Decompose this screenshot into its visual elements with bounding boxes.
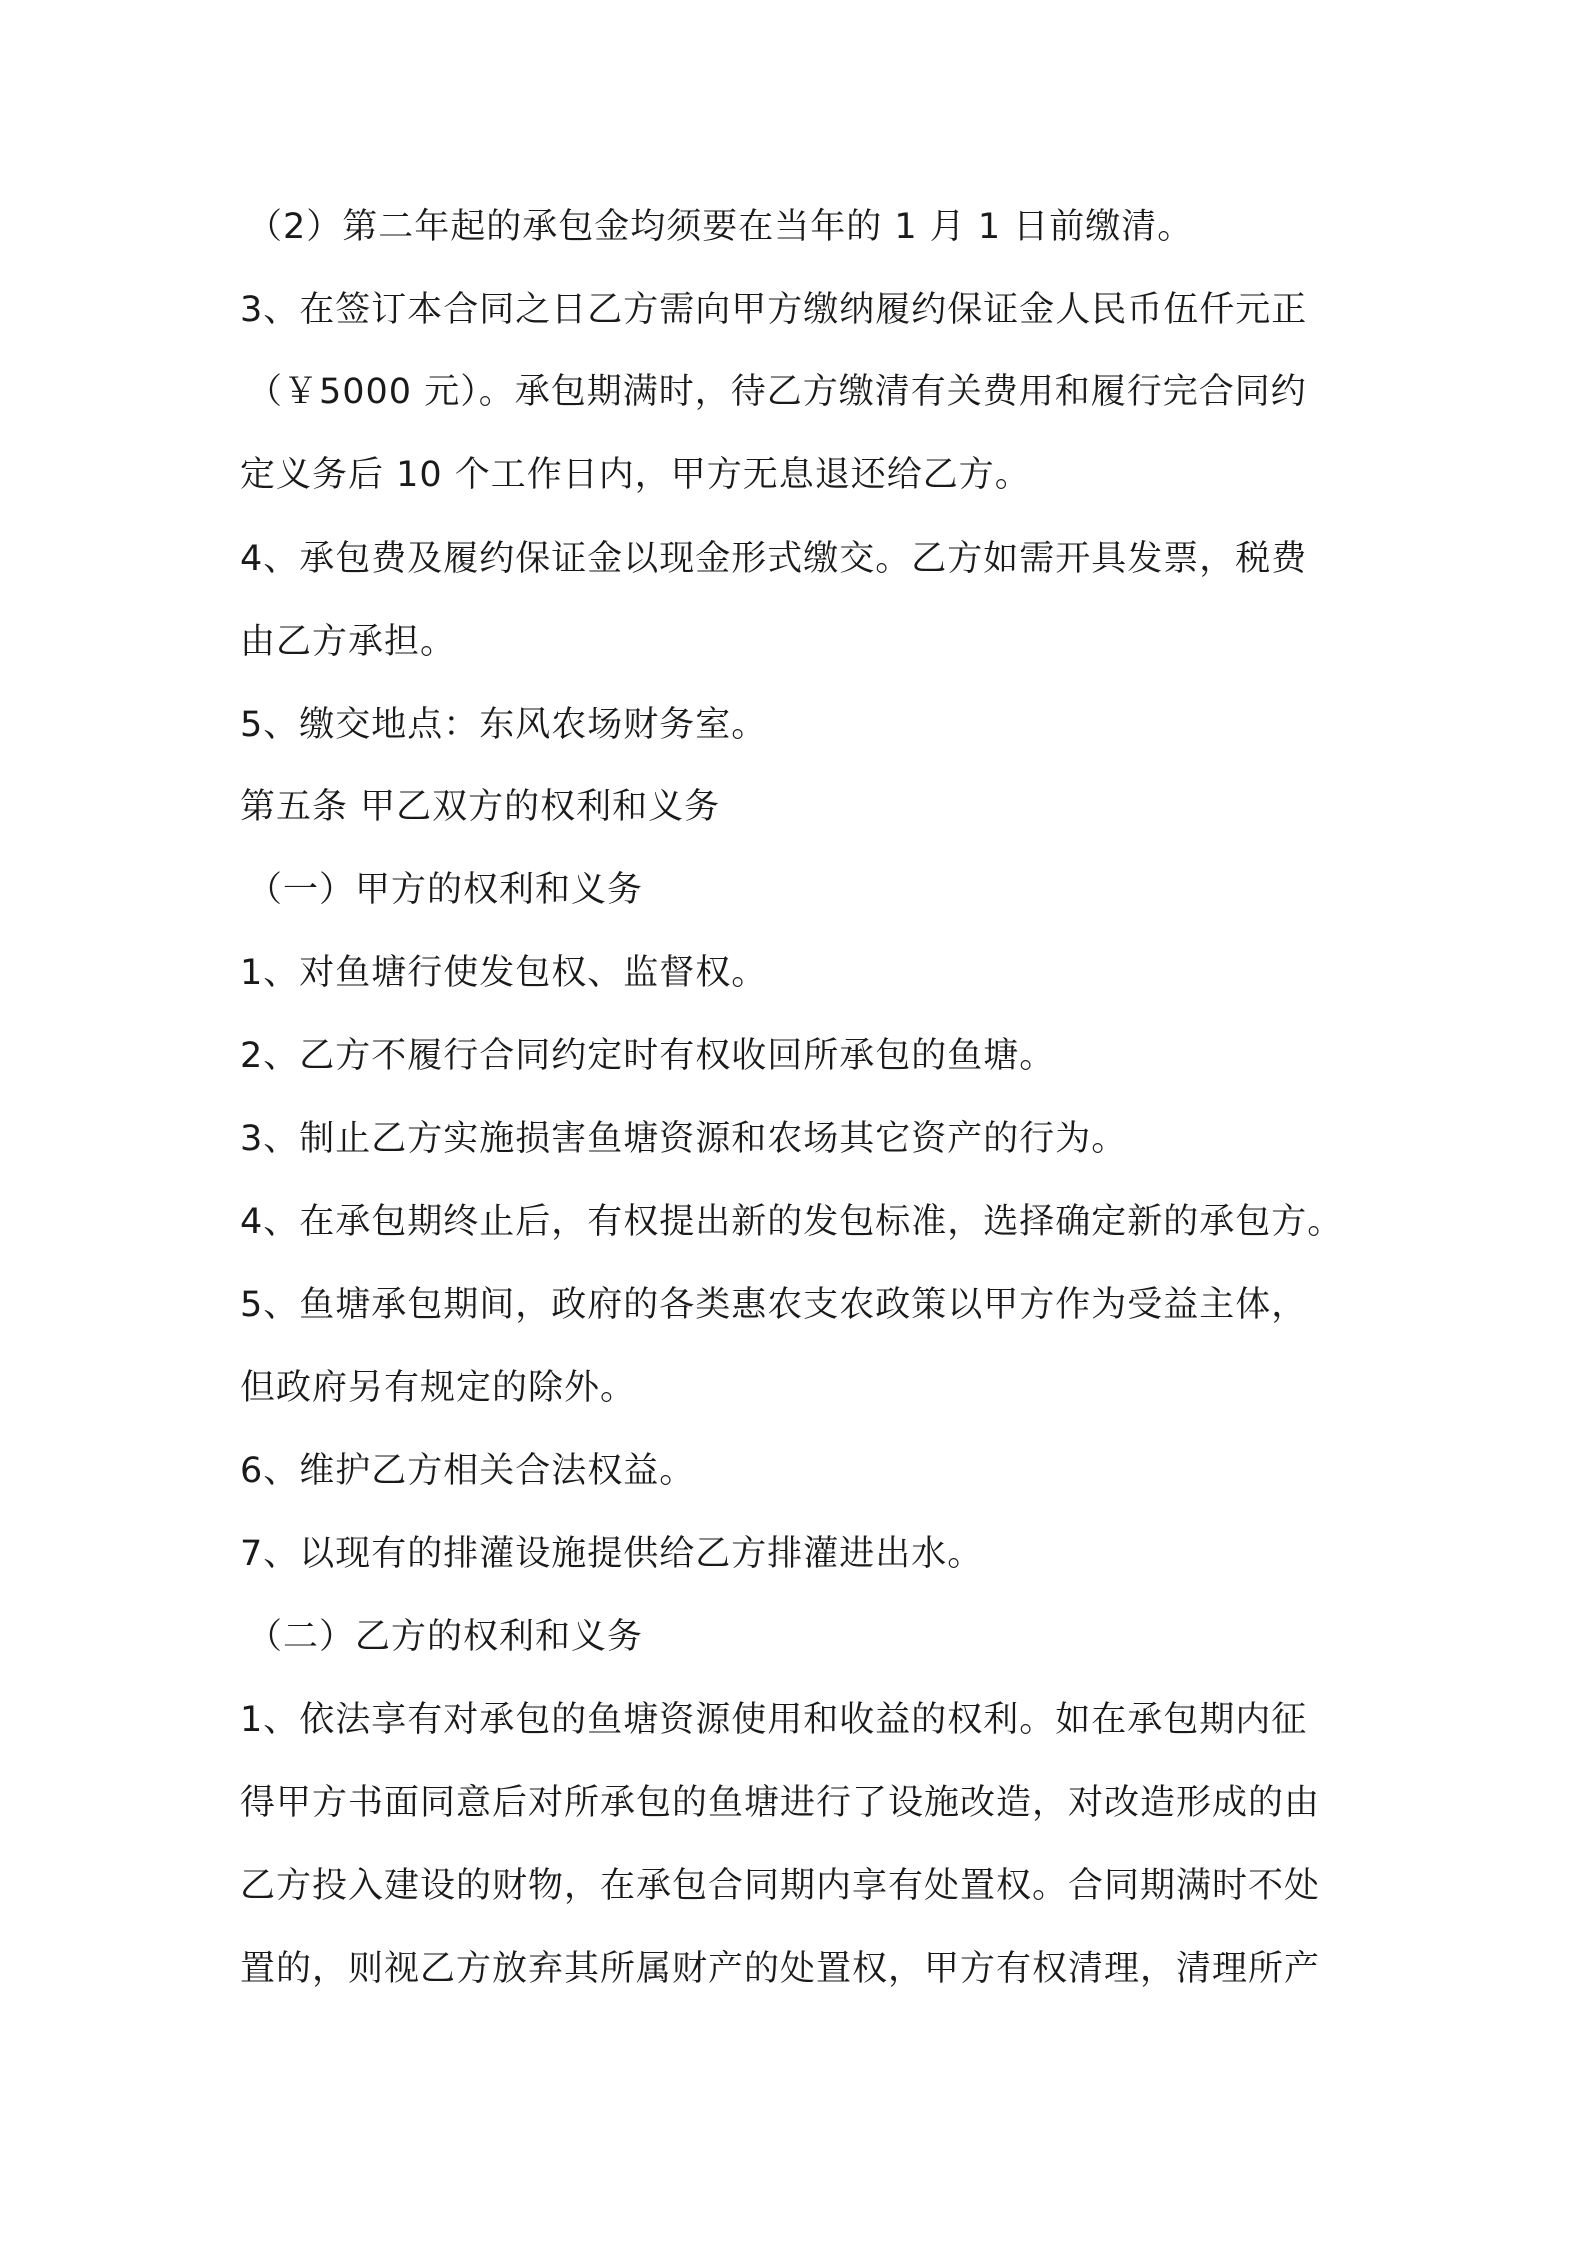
text-line: 6、维护乙方相关合法权益。 (240, 1451, 696, 1491)
text-line: 2、乙方不履行合同约定时有权收回所承包的鱼塘。 (240, 1036, 1056, 1076)
text-line: 得甲方书面同意后对所承包的鱼塘进行了设施改造，对改造形成的由 (240, 1783, 1321, 1823)
text-line: 4、在承包期终止后，有权提出新的发包标准，选择确定新的承包方。 (240, 1202, 1344, 1242)
text-line: 1、对鱼塘行使发包权、监督权。 (240, 953, 768, 993)
text-line: 4、承包费及履约保证金以现金形式缴交。乙方如需开具发票，税费 (240, 539, 1308, 579)
text-line: 3、制止乙方实施损害鱼塘资源和农场其它资产的行为。 (240, 1119, 1128, 1159)
section-heading: 第五条 甲乙双方的权利和义务 (240, 787, 721, 827)
text-line: 乙方投入建设的财物，在承包合同期内享有处置权。合同期满时不处 (240, 1866, 1321, 1906)
text-line: 1、依法享有对承包的鱼塘资源使用和收益的权利。如在承包期内征 (240, 1700, 1308, 1740)
text-line: 置的，则视乙方放弃其所属财产的处置权，甲方有权清理，清理所产 (240, 1949, 1321, 1989)
text-line: 由乙方承担。 (240, 622, 457, 662)
text-line: 3、在签订本合同之日乙方需向甲方缴纳履约保证金人民币伍仟元正 (240, 290, 1308, 330)
subsection-heading: （一）甲方的权利和义务 (247, 870, 644, 910)
text-line: 但政府另有规定的除外。 (240, 1368, 637, 1408)
subsection-heading: （二）乙方的权利和义务 (247, 1617, 644, 1657)
text-line: （2）第二年起的承包金均须要在当年的 1 月 1 日前缴清。 (247, 207, 1194, 247)
text-line: 5、鱼塘承包期间，政府的各类惠农支农政策以甲方作为受益主体， (240, 1285, 1308, 1325)
text-line: 7、以现有的排灌设施提供给乙方排灌进出水。 (240, 1534, 984, 1574)
text-line: （￥5000 元）。承包期满时，待乙方缴清有关费用和履行完合同约 (247, 372, 1307, 412)
text-line: 5、缴交地点：东风农场财务室。 (240, 705, 768, 745)
text-line: 定义务后 10 个工作日内，甲方无息退还给乙方。 (240, 455, 1031, 495)
